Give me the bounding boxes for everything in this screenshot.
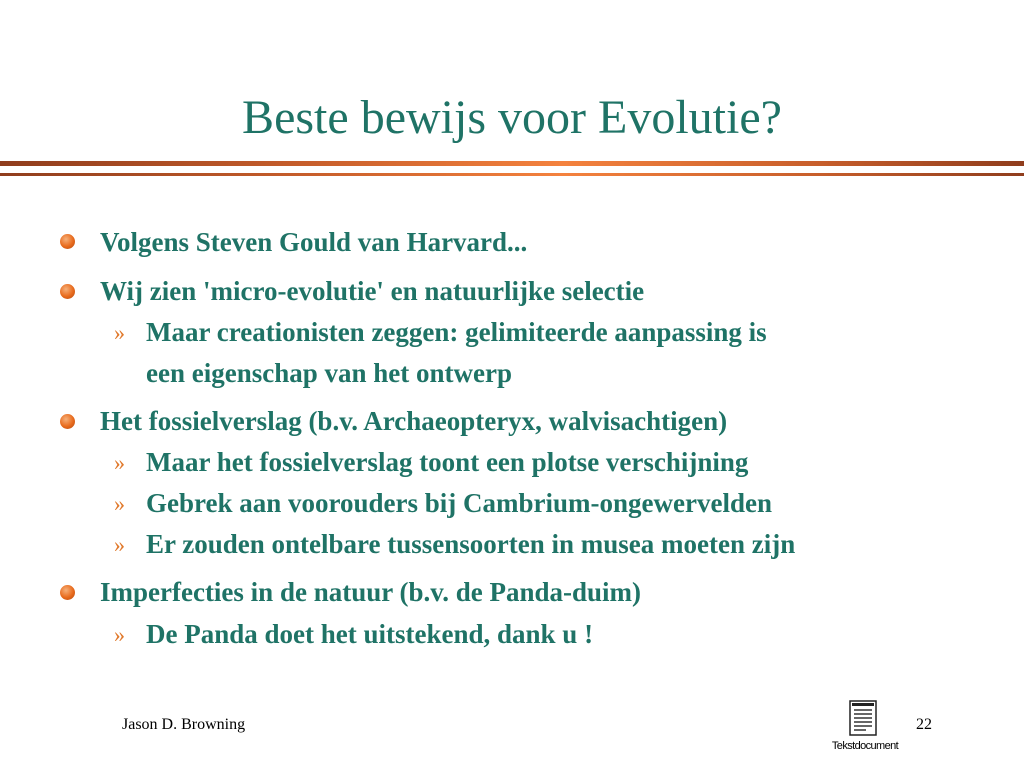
sub-bullet-marker: »	[114, 491, 125, 516]
slide-number: 22	[916, 716, 932, 733]
sub-bullet-marker: »	[114, 450, 125, 475]
sub-bullet-text: een eigenschap van het ontwerp	[146, 358, 512, 388]
bullet-marker	[60, 234, 75, 249]
footer-author: Jason D. Browning	[122, 716, 246, 733]
bullet-marker	[60, 414, 75, 429]
sub-bullet-text: De Panda doet het uitstekend, dank u !	[146, 619, 594, 649]
sub-bullet-text: Er zouden ontelbare tussensoorten in musea moeten zijn	[146, 529, 796, 559]
bullet-text: Wij zien 'micro-evolutie' en natuurlijke selectie	[100, 276, 645, 306]
bullet-text: Imperfecties in de natuur (b.v. de Panda-duim)	[100, 577, 642, 607]
attachment-label[interactable]: Tekstdocument	[831, 740, 899, 752]
bullet-text: Het fossielverslag (b.v. Archaeopteryx, walvisachtigen)	[100, 406, 728, 436]
bullet-marker	[60, 284, 75, 299]
sub-bullet-marker: »	[114, 622, 125, 647]
slide-title: Beste bewijs voor Evolutie?	[242, 91, 782, 144]
bullet-text: Volgens Steven Gould van Harvard...	[100, 227, 528, 257]
bullet-marker	[60, 585, 75, 600]
sub-bullet-text: Maar het fossielverslag toont een plotse verschijning	[146, 447, 749, 477]
sub-bullet-text: Gebrek aan voorouders bij Cambrium-ongewervelden	[146, 488, 772, 518]
text-document-icon[interactable]	[848, 700, 878, 736]
sub-bullet-marker: »	[114, 532, 125, 557]
sub-bullet-marker: »	[114, 320, 125, 345]
sub-bullet-text: Maar creationisten zeggen: gelimiteerde aanpassing is	[146, 317, 767, 347]
